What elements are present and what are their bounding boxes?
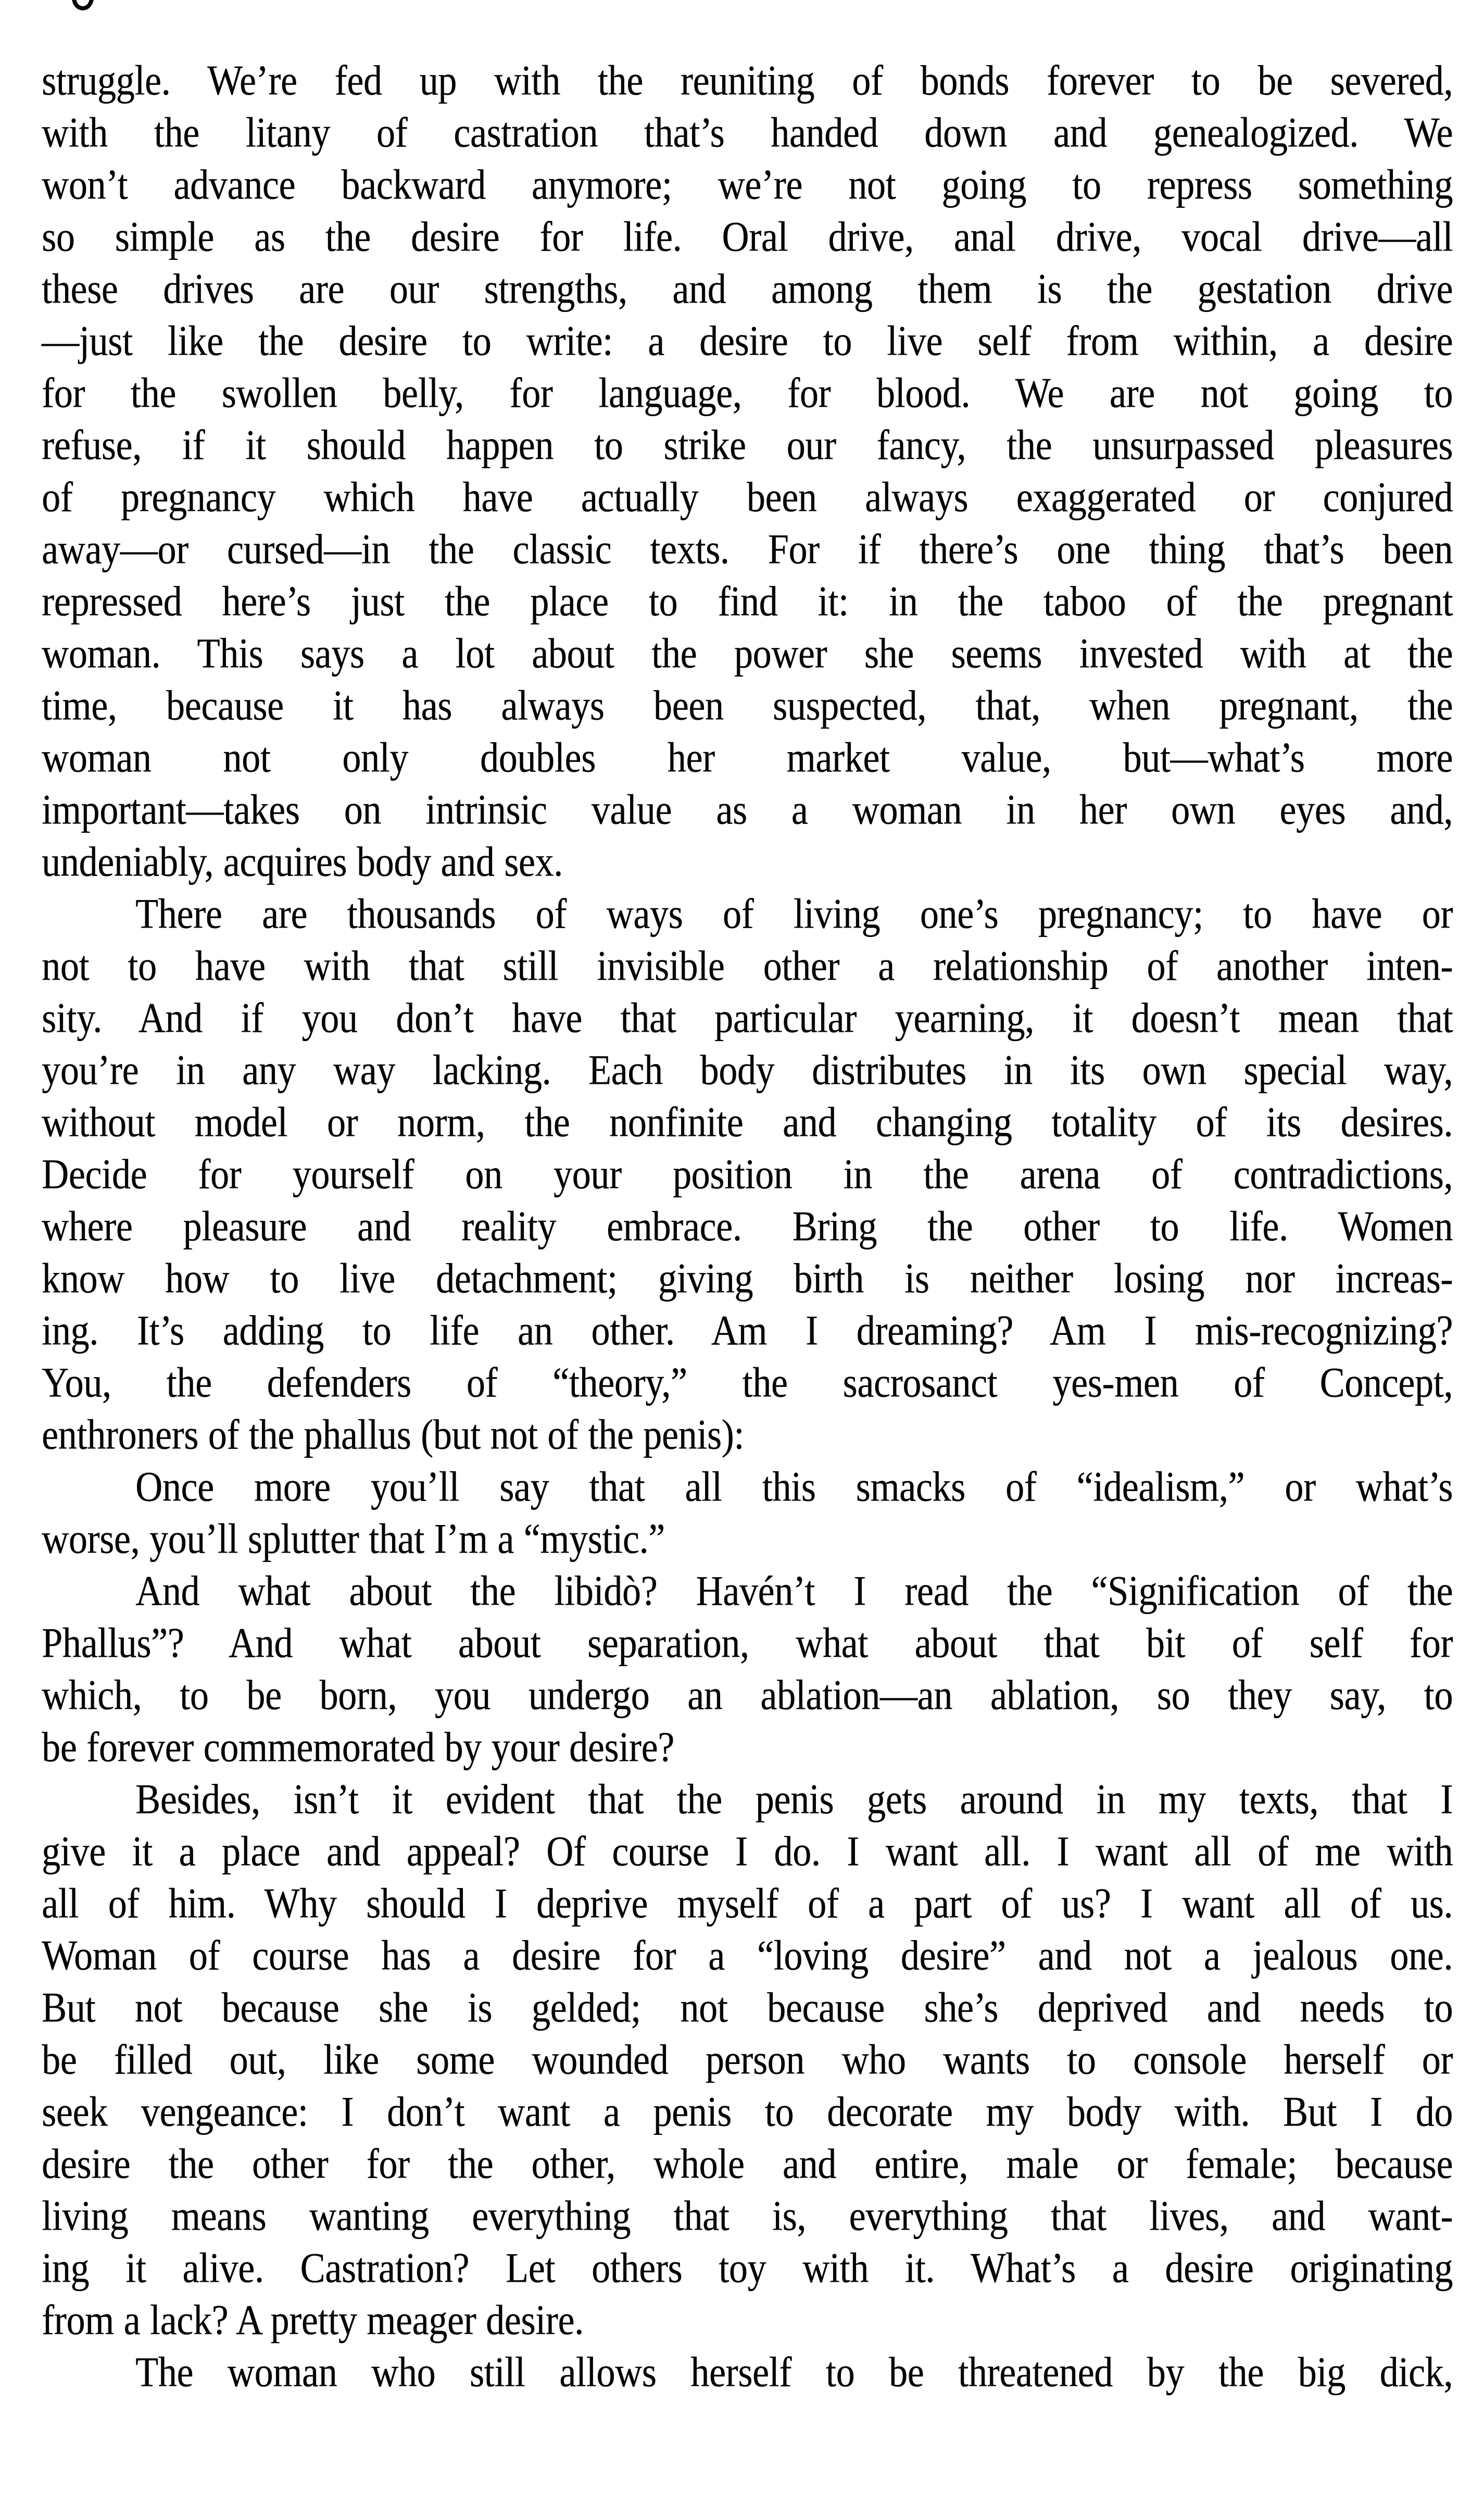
- text-line: with the litany of castration that’s handed down and genealogized. We: [42, 108, 1453, 156]
- text-line: But not because she is gelded; not because she’s deprived and needs to: [42, 1983, 1453, 2031]
- text-line: sity. And if you don’t have that particular yearning, it doesn’t mean that: [42, 994, 1453, 1042]
- text-line: —just like the desire to write: a desire to live self from within, a desire: [42, 317, 1453, 365]
- text-line: be forever commemorated by your desire?: [42, 1723, 674, 1771]
- text-line: woman not only doubles her market value, but—what’s more: [42, 733, 1453, 781]
- text-line: important—takes on intrinsic value as a woman in her own eyes and,: [42, 785, 1453, 833]
- text-line: not to have with that still invisible other a relationship of another inten-: [42, 942, 1453, 990]
- text-line: from a lack? A pretty meager desire.: [42, 2296, 584, 2344]
- text-line: Besides, isn’t it evident that the penis gets around in my texts, that I: [135, 1775, 1453, 1823]
- text-line: living means wanting everything that is, everything that lives, and want-: [42, 2192, 1453, 2240]
- text-line: be filled out, like some wounded person who wants to console herself or: [42, 2035, 1453, 2083]
- text-line: these drives are our strengths, and among them is the gestation drive: [42, 265, 1453, 312]
- text-line: And what about the libidò? Havén’t I read the “Signification of the: [135, 1567, 1453, 1615]
- text-line: desire the other for the other, whole and entire, male or female; because: [42, 2140, 1453, 2188]
- text-line: which, to be born, you undergo an ablation—an ablation, so they say, to: [42, 1671, 1453, 1719]
- text-line: ing it alive. Castration? Let others toy with it. What’s a desire originating: [42, 2244, 1453, 2292]
- text-line: Once more you’ll say that all this smacks of “idealism,” or what’s: [135, 1462, 1453, 1510]
- text-line: seek vengeance: I don’t want a penis to decorate my body with. But I do: [42, 2088, 1453, 2135]
- text-line: ing. It’s adding to life an other. Am I dreaming? Am I mis-recognizing?: [42, 1306, 1453, 1354]
- text-line: for the swollen belly, for language, for blood. We are not going to: [42, 369, 1453, 417]
- text-line: worse, you’ll splutter that I’m a “mystic.”: [42, 1515, 665, 1562]
- text-line: woman. This says a lot about the power she seems invested with at the: [42, 629, 1453, 677]
- text-line: refuse, if it should happen to strike our fancy, the unsurpassed pleasures: [42, 421, 1453, 469]
- text-line: won’t advance backward anymore; we’re not going to repress something: [42, 160, 1453, 208]
- text-line: You, the defenders of “theory,” the sacrosanct yes-men of Concept,: [42, 1358, 1453, 1406]
- text-line: of pregnancy which have actually been always exaggerated or conjured: [42, 473, 1453, 521]
- text-line: There are thousands of ways of living one’s pregnancy; to have or: [135, 890, 1453, 938]
- text-line: The woman who still allows herself to be threatened by the big dick,: [135, 2348, 1453, 2396]
- text-line: where pleasure and reality embrace. Bring the other to life. Women: [42, 1202, 1453, 1250]
- text-line: you’re in any way lacking. Each body distributes in its own special way,: [42, 1046, 1453, 1094]
- text-line: repressed here’s just the place to find it: in the taboo of the pregnant: [42, 577, 1453, 625]
- body-text-block: [42, 54, 1453, 2398]
- text-line: enthroners of the phallus (but not of the penis):: [42, 1410, 744, 1458]
- text-line: all of him. Why should I deprive myself of a part of us? I want all of us.: [42, 1879, 1453, 1927]
- clipped-header-glyph-fragment: [72, 0, 94, 10]
- text-line: struggle. We’re fed up with the reuniting of bonds forever to be severed,: [42, 56, 1453, 104]
- text-line: give it a place and appeal? Of course I do. I want all. I want all of me with: [42, 1827, 1453, 1875]
- text-line: Phallus”? And what about separation, what about that bit of self for: [42, 1619, 1453, 1667]
- text-line: Decide for yourself on your position in the arena of contradictions,: [42, 1150, 1453, 1198]
- text-line: Woman of course has a desire for a “loving desire” and not a jealous one.: [42, 1931, 1453, 1979]
- text-line: so simple as the desire for life. Oral drive, anal drive, vocal drive—all: [42, 213, 1453, 260]
- text-line: know how to live detachment; giving birth is neither losing nor increas-: [42, 1254, 1453, 1302]
- text-line: without model or norm, the nonfinite and changing totality of its desires.: [42, 1098, 1453, 1146]
- text-line: undeniably, acquires body and sex.: [42, 838, 563, 885]
- text-line: time, because it has always been suspected, that, when pregnant, the: [42, 681, 1453, 729]
- text-line: away—or cursed—in the classic texts. For if there’s one thing that’s been: [42, 525, 1453, 573]
